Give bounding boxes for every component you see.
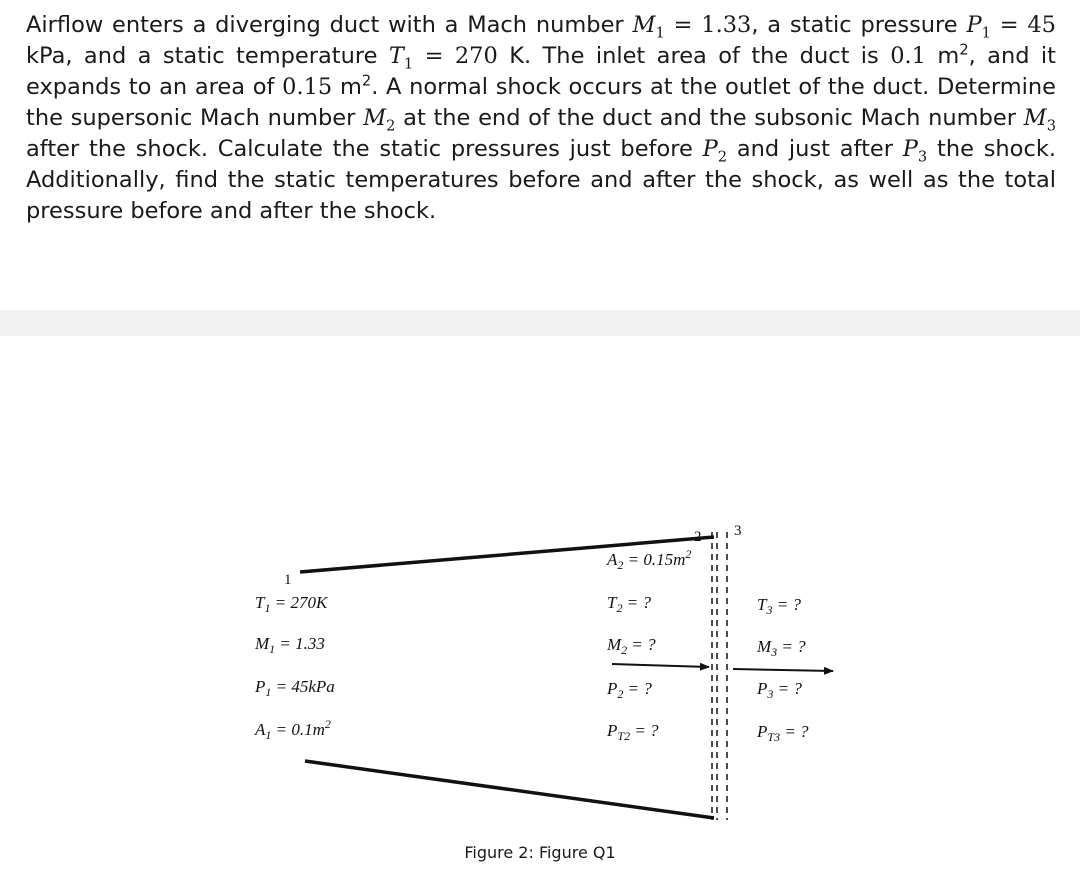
label-T1: $T_1 = 270K$	[255, 593, 328, 615]
flow-arrow-out	[733, 669, 833, 671]
label-A2: $A_2 = 0.15m^2$	[607, 547, 692, 572]
label-P2: $P_2$ = ?	[607, 679, 652, 701]
station-2-label: 2	[694, 529, 702, 545]
label-A1: $A_1 = 0.1m^2$	[255, 717, 331, 742]
label-PT3: $P_{T3}$ = ?	[757, 722, 809, 744]
label-P3: $P_3$ = ?	[757, 679, 802, 701]
label-M2: $M_2$ = ?	[607, 635, 656, 657]
label-M1: $M_1 = 1.33$	[255, 634, 325, 656]
flow-arrow-in	[612, 664, 709, 667]
station-1-label: 1	[284, 572, 292, 588]
label-T3: $T_3$ = ?	[757, 595, 801, 617]
label-T2: $T_2$ = ?	[607, 593, 651, 615]
figure-caption: Figure 2: Figure Q1	[464, 843, 616, 862]
label-PT2: $P_{T2}$ = ?	[607, 721, 659, 743]
duct-bottom-wall	[305, 761, 714, 818]
problem-statement: Airflow enters a diverging duct with a Mach number $M_1 = 1.33$, a static pressure $P_1 = 45$ kPa, and a static temperature $T_1 = 270$ K. The inlet area of the duct is 0.1 $m^2$, and it expands to an area of 0.15 $m^2$. A normal shock occurs at the outlet of the duct. Determine the supersonic Mach number $M_2$ at the end of the duct and the subsonic Mach number $M_3$ after the shock. Calculate the static pressures just before $P_2$ and just after $P_3$ the shock. Additionally, find the static temperatures before and after the shock, as well as the total pressure before and after the shock.	[26, 12, 1057, 224]
label-P1: $P_1 = 45kPa$	[255, 677, 335, 699]
label-M3: $M_3$ = ?	[757, 637, 806, 659]
station-3-label: 3	[734, 523, 742, 539]
